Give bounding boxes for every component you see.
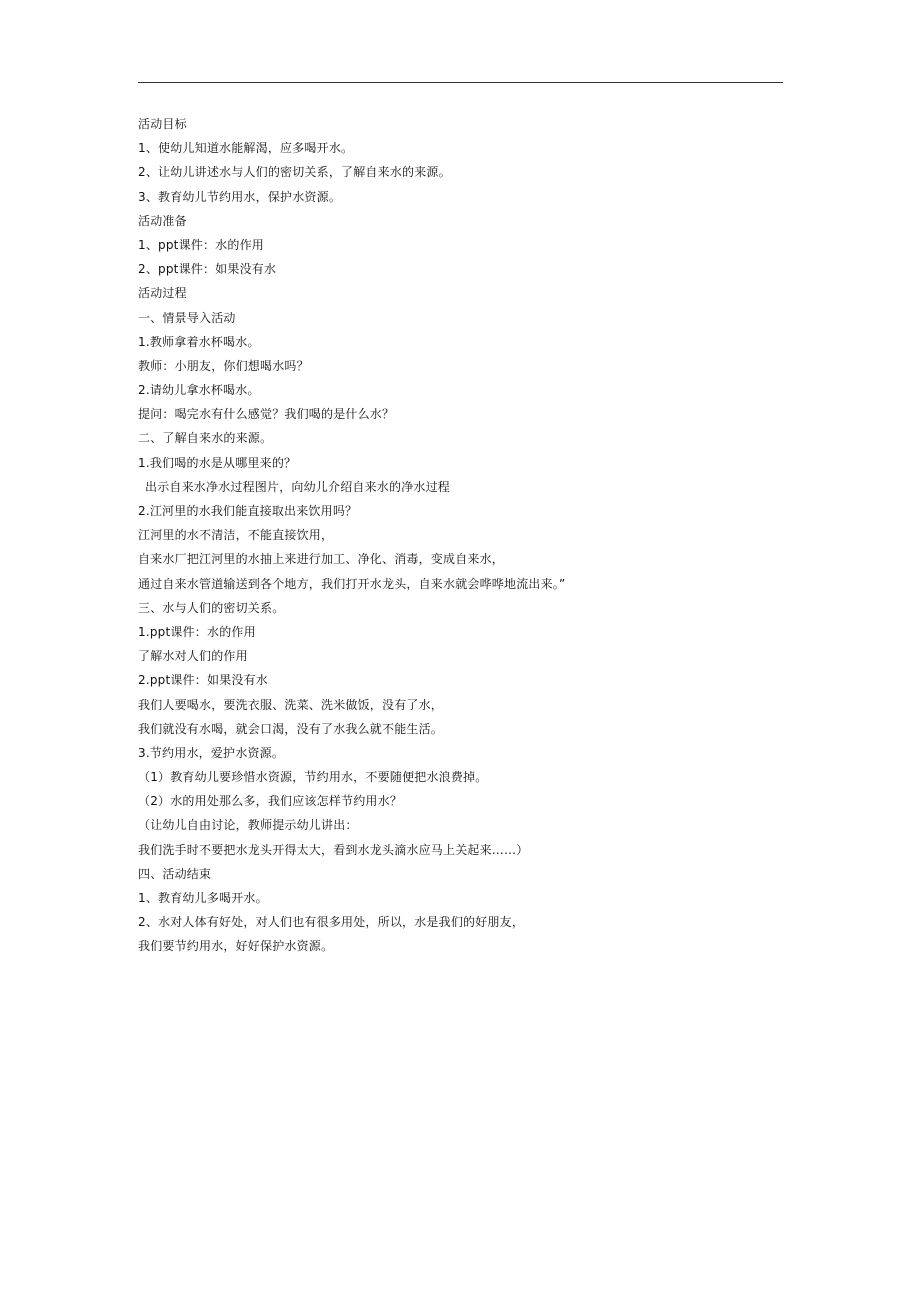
goal-item: 3、教育幼儿节约用水，保护水资源。 — [138, 189, 342, 204]
section-heading-goals: 活动目标 — [138, 117, 187, 131]
subsection-heading: 二、了解自来水的来源。 — [138, 431, 273, 446]
section-heading-process: 活动过程 — [138, 286, 187, 301]
body-line: 教师：小朋友，你们想喝水吗？ — [138, 358, 309, 373]
body-line: （2）水的用处那么多，我们应该怎样节约用水？ — [138, 794, 403, 809]
body-line: 我们要节约用水，好好保护水资源。 — [138, 939, 334, 954]
document-body — [138, 112, 788, 959]
body-line: （1）教育幼儿要珍惜水资源，节约用水，不要随便把水浪费掉。 — [138, 770, 488, 785]
preparation-item: 1、ppt课件：水的作用 — [138, 237, 264, 252]
body-line: 2、水对人体有好处，对人们也有很多用处，所以，水是我们的好朋友， — [138, 915, 525, 930]
body-line: 通过自来水管道输送到各个地方，我们打开水龙头，自来水就会哗哗地流出来。” — [138, 576, 566, 591]
body-line: 2.ppt课件：如果没有水 — [138, 673, 268, 688]
goal-item: 1、使幼儿知道水能解渴，应多喝开水。 — [138, 141, 354, 156]
body-line: 1.ppt课件：水的作用 — [138, 624, 256, 639]
body-line: 我们洗手时不要把水龙头开得太大，看到水龙头滴水应马上关起来……） — [138, 842, 529, 857]
subsection-heading: 三、水与人们的密切关系。 — [138, 600, 285, 615]
body-line: 出示自来水净水过程图片，向幼儿介绍自来水的净水过程 — [145, 479, 451, 494]
body-line: 2.江河里的水我们能直接取出来饮用吗？ — [138, 504, 358, 518]
body-line: （让幼儿自由讨论，教师提示幼儿讲出： — [138, 818, 358, 833]
body-line: 我们人要喝水，要洗衣服、洗菜、洗米做饭，没有了水， — [138, 697, 444, 712]
subsection-heading: 四、活动结束 — [138, 866, 212, 881]
goal-item: 2、让幼儿讲述水与人们的密切关系，了解自来水的来源。 — [138, 165, 451, 180]
body-line: 了解水对人们的作用 — [138, 649, 248, 664]
body-line: 1.我们喝的水是从哪里来的？ — [138, 455, 297, 470]
body-line: 2.请幼儿拿水杯喝水。 — [138, 383, 260, 398]
body-line: 1、教育幼儿多喝开水。 — [138, 891, 268, 905]
body-line: 3.节约用水，爱护水资源。 — [138, 745, 285, 760]
body-line: 自来水厂把江河里的水抽上来进行加工、净化、消毒，变成自来水， — [138, 552, 505, 567]
body-line: 江河里的水不清洁，不能直接饮用， — [138, 528, 334, 543]
subsection-heading: 一、情景导入活动 — [138, 310, 236, 325]
body-line: 提问：喝完水有什么感觉？我们喝的是什么水？ — [138, 407, 395, 422]
body-line: 1.教师拿着水杯喝水。 — [138, 334, 260, 349]
preparation-item: 2、ppt课件：如果没有水 — [138, 262, 277, 277]
body-line: 我们就没有水喝，就会口渴，没有了水我么就不能生活。 — [138, 721, 444, 736]
header-rule — [138, 82, 783, 83]
section-heading-preparation: 活动准备 — [138, 213, 187, 228]
